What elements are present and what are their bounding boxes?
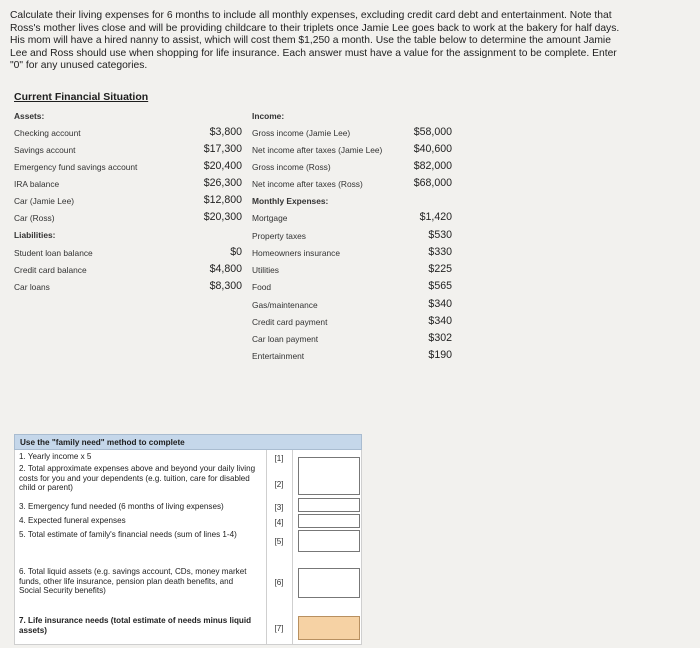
emergency-fund-input[interactable] — [298, 498, 360, 512]
liability-value: $8,300 — [209, 280, 242, 292]
life-insurance-needs-input[interactable] — [298, 616, 360, 640]
income-label: Net income after taxes (Jamie Lee) — [252, 145, 383, 155]
instructions — [10, 10, 686, 73]
expense-label: Credit card payment — [252, 317, 328, 327]
asset-label: Savings account — [14, 145, 76, 155]
row-number: [3] — [274, 503, 284, 512]
expense-label: Entertainment — [252, 351, 305, 361]
funeral-expenses-input[interactable] — [298, 514, 360, 528]
asset-label: Checking account — [14, 128, 81, 138]
asset-label: Car (Ross) — [14, 213, 55, 223]
family-need-row-label: 6. Total liquid assets (e.g. savings account, CDs, money market funds, other life insurance, pension plan death benefits, and Social Security benefits) — [19, 567, 247, 595]
income-value: $58,000 — [413, 126, 452, 138]
expense-label: Utilities — [252, 265, 279, 275]
income-header: Income: — [252, 111, 285, 121]
asset-value: $3,800 — [209, 126, 242, 138]
row-number: [6] — [274, 578, 284, 587]
income-label: Gross income (Jamie Lee) — [252, 128, 351, 138]
income-value: $40,600 — [413, 143, 452, 155]
row-number: [7] — [274, 624, 284, 633]
asset-label: IRA balance — [14, 179, 60, 189]
family-need-row-label: 3. Emergency fund needed (6 months of living expenses) — [19, 502, 224, 511]
expense-label: Car loan payment — [252, 334, 319, 344]
instructions-line-3: His mom will have a hired nanny to assist, which will cost them $1,250 a month. Use the table below to determine the amount Jamie — [10, 35, 611, 47]
asset-label: Car (Jamie Lee) — [14, 196, 75, 206]
expense-value: $302 — [428, 332, 452, 344]
expense-label: Property taxes — [252, 231, 306, 241]
family-need-row-label: 7. Life insurance needs (total estimate of needs minus liquid assets) — [19, 616, 252, 635]
income-label: Net income after taxes (Ross) — [252, 179, 363, 189]
liquid-assets-input[interactable] — [298, 568, 360, 598]
family-need-table-header: Use the "family need" method to complete — [14, 434, 362, 450]
income-value: $82,000 — [413, 160, 452, 172]
expense-value: $340 — [428, 315, 452, 327]
asset-value: $20,300 — [203, 211, 242, 223]
row-number: [2] — [274, 480, 284, 489]
expense-value: $565 — [428, 280, 452, 292]
asset-value: $17,300 — [203, 143, 242, 155]
expense-label: Homeowners insurance — [252, 248, 340, 258]
family-need-row-label: 4. Expected funeral expenses — [19, 516, 126, 525]
family-need-row-label: 5. Total estimate of family's financial needs (sum of lines 1-4) — [19, 530, 237, 539]
expense-value: $225 — [428, 263, 452, 275]
expense-label: Food — [252, 282, 272, 292]
expense-value: $340 — [428, 298, 452, 310]
instructions-line-4: Lee and Ross should use when shopping for life insurance. Each answer must have a value for the assignment to be complete. Enter — [10, 47, 617, 59]
instructions-line-1: Calculate their living expenses for 6 months to include all monthly expenses, excluding credit card debt and entertainment. Note that — [10, 10, 612, 21]
expense-value: $1,420 — [419, 211, 452, 223]
section-heading: Current Financial Situation — [14, 91, 149, 103]
column-divider — [292, 450, 293, 645]
asset-value: $12,800 — [203, 194, 242, 206]
instructions-line-2: Ross's mother lives close and will be providing childcare to their triplets once Jamie Lee goes back to work at the bakery for half days. — [10, 22, 620, 34]
liability-label: Student loan balance — [14, 248, 93, 258]
monthly-expenses-header: Monthly Expenses: — [252, 196, 329, 206]
expense-value: $330 — [428, 246, 452, 258]
assets-header: Assets: — [14, 111, 45, 121]
asset-value: $20,400 — [203, 160, 242, 172]
expense-label: Gas/maintenance — [252, 300, 318, 310]
column-divider — [266, 450, 267, 645]
asset-value: $26,300 — [203, 177, 242, 189]
liability-label: Car loans — [14, 282, 50, 292]
income-label: Gross income (Ross) — [252, 162, 331, 172]
row-number: [4] — [274, 518, 284, 527]
liabilities-header: Liabilities: — [14, 230, 56, 240]
expense-value: $530 — [428, 229, 452, 241]
liability-label: Credit card balance — [14, 265, 87, 275]
row-number: [5] — [274, 537, 284, 546]
total-needs-input[interactable] — [298, 530, 360, 552]
row-number: [1] — [274, 454, 284, 463]
expense-value: $190 — [428, 349, 452, 361]
liability-value: $0 — [230, 246, 242, 258]
liability-value: $4,800 — [209, 263, 242, 275]
asset-label: Emergency fund savings account — [14, 162, 138, 172]
family-need-row-label: 1. Yearly income x 5 — [19, 452, 92, 461]
family-need-row-label: 2. Total approximate expenses above and beyond your daily living costs for you and your dependents (e.g. tuition, care for disabled child or parent) — [19, 464, 256, 492]
expense-label: Mortgage — [252, 213, 288, 223]
income-value: $68,000 — [413, 177, 452, 189]
instructions-line-5: "0" for any unused categories. — [10, 60, 148, 72]
yearly-income-input[interactable] — [298, 457, 360, 495]
